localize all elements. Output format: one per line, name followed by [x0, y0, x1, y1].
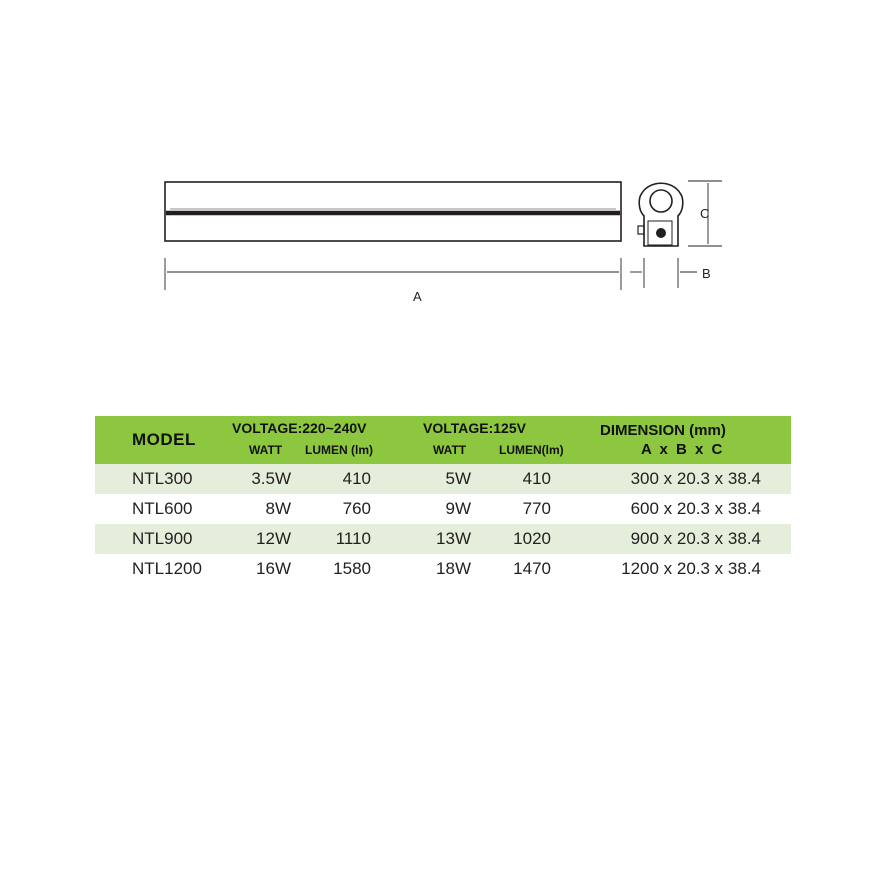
dimension-label-b: B — [702, 266, 711, 281]
table-body — [95, 464, 791, 584]
table-row — [95, 524, 791, 554]
dimension-label-a: A — [413, 289, 422, 304]
cell-watt-125: 5W — [445, 469, 471, 488]
cell-watt-125: 9W — [445, 499, 471, 518]
header-dimension: DIMENSION (mm) — [600, 422, 726, 439]
cell-dimension: 900 x 20.3 x 38.4 — [630, 529, 761, 548]
table-row — [95, 554, 791, 584]
cell-dimension: 300 x 20.3 x 38.4 — [630, 469, 761, 488]
spec-table — [95, 416, 791, 584]
cell-model: NTL300 — [132, 469, 193, 488]
header-dimension-sub: A x B x C — [641, 441, 725, 458]
cell-watt-125: 13W — [436, 529, 471, 548]
table-row — [95, 464, 791, 494]
fixture-front-view — [165, 182, 621, 241]
dimension-label-c: C — [700, 206, 710, 221]
header-voltage-220-240: VOLTAGE:220~240V — [232, 420, 367, 436]
cell-lumen-220-240: 760 — [342, 499, 371, 518]
cell-lumen-220-240: 1580 — [333, 559, 371, 578]
cell-watt-125: 18W — [436, 559, 471, 578]
table-header — [95, 416, 791, 464]
header-model: MODEL — [132, 430, 196, 449]
cell-watt-220-240: 3.5W — [251, 469, 291, 488]
cell-model: NTL1200 — [132, 559, 202, 578]
cell-model: NTL600 — [132, 499, 193, 518]
header-voltage-125: VOLTAGE:125V — [423, 420, 526, 436]
technical-drawing — [0, 0, 886, 340]
cell-lumen-125: 410 — [522, 469, 551, 488]
cell-watt-220-240: 8W — [265, 499, 291, 518]
cell-watt-220-240: 12W — [256, 529, 291, 548]
cell-watt-220-240: 16W — [256, 559, 291, 578]
header-watt-220-240: WATT — [249, 443, 283, 457]
header-lumen-220-240: LUMEN (lm) — [305, 443, 373, 457]
dimension-a — [165, 258, 621, 290]
cell-lumen-220-240: 1110 — [335, 529, 371, 548]
cell-lumen-220-240: 410 — [342, 469, 371, 488]
cell-dimension: 600 x 20.3 x 38.4 — [630, 499, 761, 518]
cell-lumen-125: 1020 — [513, 529, 551, 548]
cell-lumen-125: 1470 — [513, 559, 551, 578]
cell-dimension: 1200 x 20.3 x 38.4 — [621, 559, 761, 578]
dimension-b — [630, 258, 697, 288]
table-row — [95, 494, 791, 524]
cell-model: NTL900 — [132, 529, 193, 548]
end-cap-connector — [656, 228, 666, 238]
header-watt-125: WATT — [433, 443, 467, 457]
cell-lumen-125: 770 — [522, 499, 551, 518]
header-lumen-125: LUMEN(lm) — [499, 443, 564, 457]
